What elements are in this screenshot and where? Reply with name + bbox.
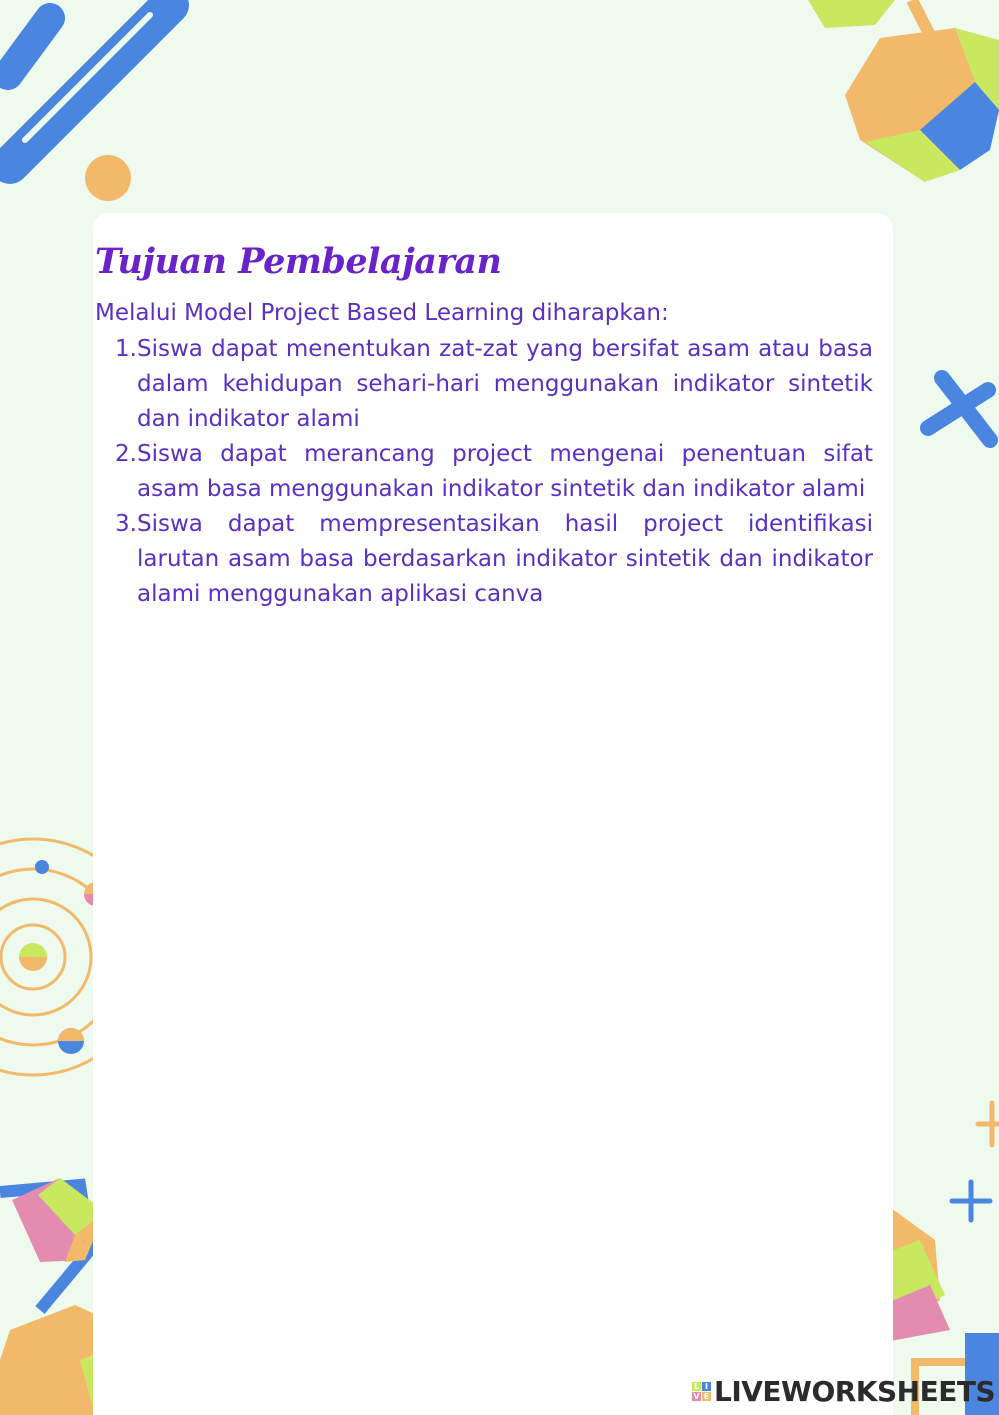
cube-cluster-top-right [808,0,999,182]
page-title: Tujuan Pembelajaran [95,241,502,282]
item-number: 1. [115,336,137,362]
list-item [95,437,873,507]
objectives-list [95,332,873,612]
item-text: Siswa dapat mempresentasikan hasil project identifikasi larutan asam basa berdasarkan indikator sintetik dan indikator alami menggunakan aplikasi canva [137,511,873,607]
learning-objectives-section [95,236,873,612]
logo-wordmark: LIVEWORKSHEETS [714,1374,996,1408]
cross-decoration [928,378,990,440]
logo-icon: L I V E [693,1381,710,1401]
list-item [95,507,873,612]
stripes-decoration [8,5,170,165]
intro-text: Melalui Model Project Based Learning diharapkan: [95,300,669,326]
liveworksheets-logo [692,1373,995,1409]
item-number: 2. [115,441,137,467]
item-text: Siswa dapat menentukan zat-zat yang bersifat asam atau basa dalam kehidupan sehari-hari menggunakan indikator sintetik dan indikator alami [137,336,873,432]
list-item [95,332,873,437]
item-number: 3. [115,511,137,537]
item-text: Siswa dapat merancang project mengenai penentuan sifat asam basa menggunakan indikator sintetik dan indikator alami [137,441,873,502]
orange-dot [85,155,131,201]
